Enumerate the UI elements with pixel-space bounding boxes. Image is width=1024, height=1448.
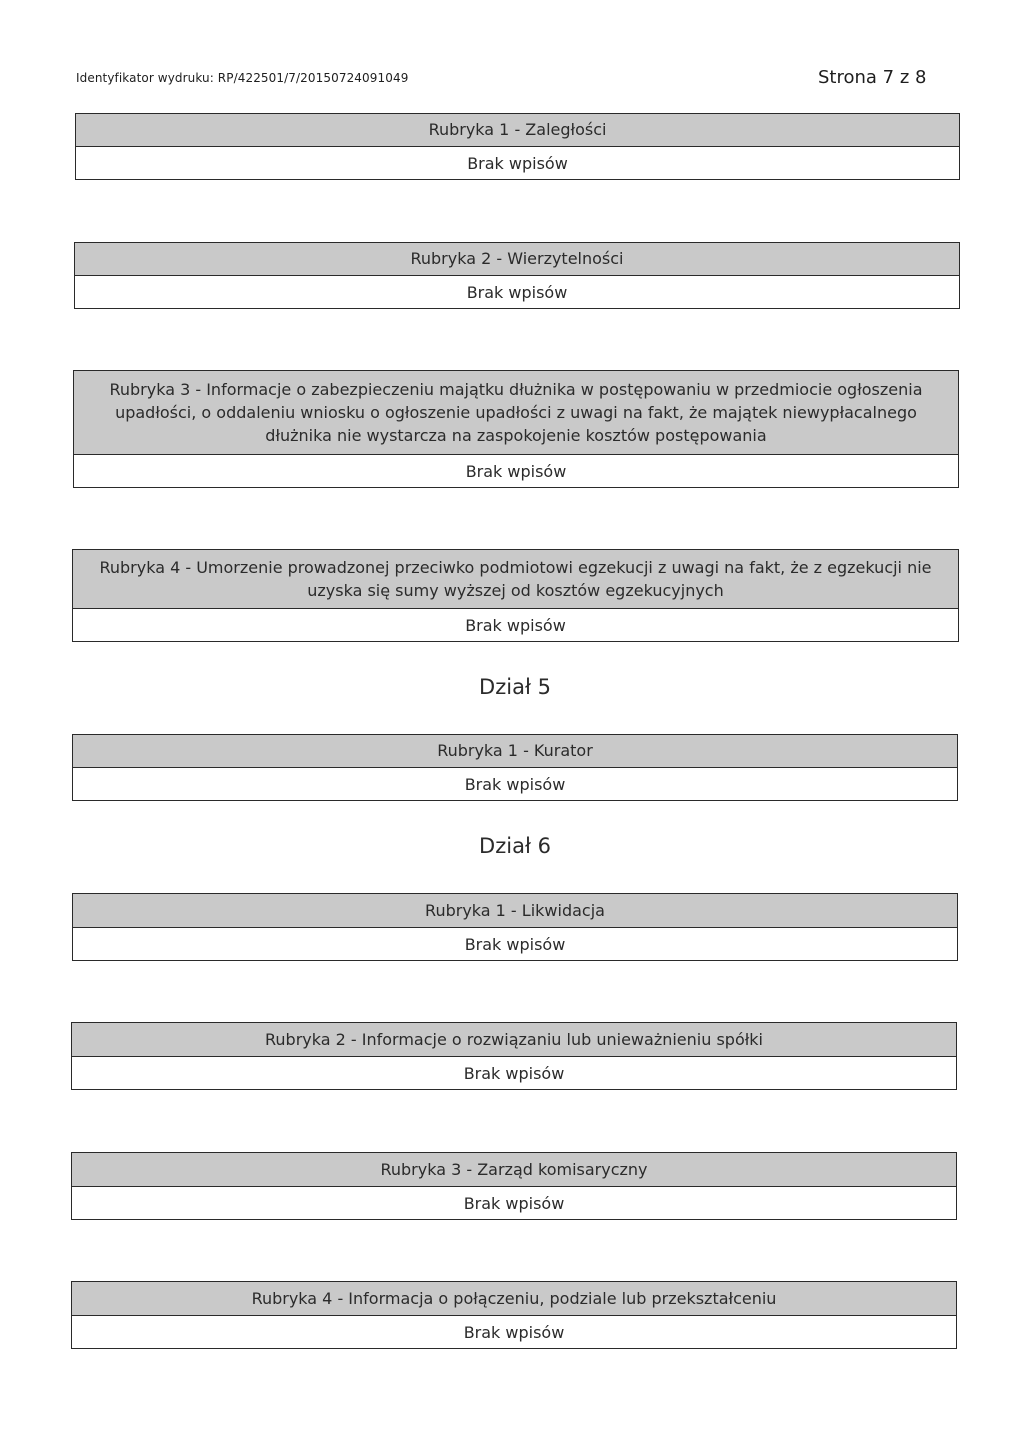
section-title: Rubryka 3 - Informacje o zabezpieczeniu majątku dłużnika w postępowaniu w przedmiocie ogłoszenia upadłości, o oddaleniu wniosku o ogłoszenie upadłości z uwagi na fakt, że majątek niewypłacalnego dłużnika nie wystarcza na zaspokojenie kosztów postępowania bbox=[74, 371, 958, 455]
section-body: Brak wpisów bbox=[464, 774, 566, 794]
dzial-5-heading: Dział 5 bbox=[479, 675, 551, 699]
section-body: Brak wpisów bbox=[465, 461, 567, 481]
section-zaleglosci bbox=[75, 113, 960, 180]
print-identifier: Identyfikator wydruku: RP/422501/7/20150724091049 bbox=[76, 71, 409, 85]
section-zabezpieczenie bbox=[73, 370, 959, 488]
section-body: Brak wpisów bbox=[463, 1193, 565, 1213]
section-body: Brak wpisów bbox=[465, 615, 566, 635]
section-body: Brak wpisów bbox=[463, 1322, 565, 1342]
section-title: Rubryka 2 - Informacje o rozwiązaniu lub unieważnieniu spółki bbox=[72, 1023, 956, 1057]
section-body: Brak wpisów bbox=[467, 153, 568, 173]
section-title: Rubryka 3 - Zarząd komisaryczny bbox=[72, 1153, 956, 1187]
section-title: Rubryka 4 - Umorzenie prowadzonej przeciwko podmiotowi egzekucji z uwagi na fakt, że z egzekucji nie uzyska się sumy wyższej od kosztów egzekucyjnych bbox=[73, 550, 958, 609]
section-body: Brak wpisów bbox=[463, 1063, 565, 1083]
dzial-6-heading: Dział 6 bbox=[479, 834, 551, 858]
section-wierzytelnosci bbox=[74, 242, 960, 309]
section-kurator bbox=[72, 734, 958, 801]
section-rozwiazanie bbox=[71, 1022, 957, 1090]
section-title: Rubryka 1 - Likwidacja bbox=[73, 894, 957, 928]
section-zarzad-komisaryczny bbox=[71, 1152, 957, 1220]
section-likwidacja bbox=[72, 893, 958, 961]
section-polaczenie bbox=[71, 1281, 957, 1349]
section-title: Rubryka 2 - Wierzytelności bbox=[75, 243, 959, 276]
section-title: Rubryka 1 - Kurator bbox=[73, 735, 957, 768]
page-number: Strona 7 z 8 bbox=[818, 67, 927, 88]
section-body: Brak wpisów bbox=[464, 934, 566, 954]
section-title: Rubryka 1 - Zaległości bbox=[76, 114, 959, 147]
section-umorzenie bbox=[72, 549, 959, 642]
section-title: Rubryka 4 - Informacja o połączeniu, podziale lub przekształceniu bbox=[72, 1282, 956, 1316]
section-body: Brak wpisów bbox=[466, 282, 568, 302]
